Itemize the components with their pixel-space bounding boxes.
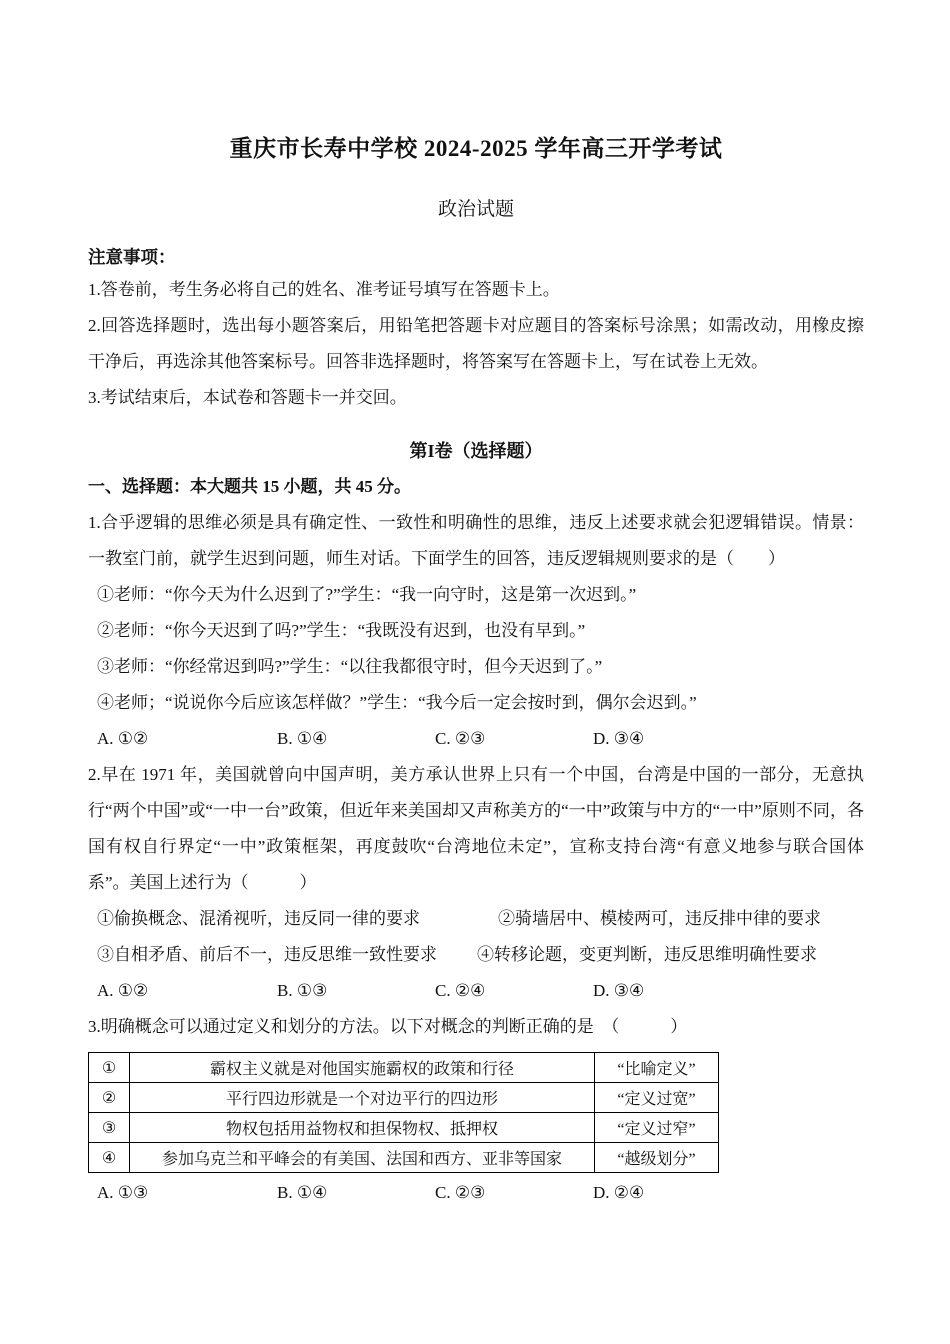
paper-subtitle: 政治试题 — [437, 199, 514, 220]
question-2-option-a: A. ①② — [97, 981, 149, 1000]
question-1-item-3: ③老师：“你经常迟到吗?”学生：“以往我都很守时，但今天迟到了。” — [97, 657, 603, 676]
question-2-items-row-1 — [88, 901, 864, 937]
notice-item-3: 3.考试结束后，本试卷和答题卡一并交回。 — [88, 388, 407, 407]
table-cell-number: ③ — [89, 1113, 130, 1143]
question-1-item-4: ④老师；“说说你今后应该怎样做？”学生：“我今后一定会按时到，偶尔会迟到。” — [97, 693, 697, 712]
question-2-option-d: D. ③④ — [593, 981, 645, 1000]
table-row — [89, 1113, 719, 1143]
table-cell-statement: 霸权主义就是对他国实施霸权的政策和行径 — [130, 1053, 595, 1083]
table-cell-number: ④ — [89, 1143, 130, 1173]
question-1-stem: 1.合乎逻辑的思维必须是具有确定性、一致性和明确性的思维，违反上述要求就会犯逻辑错误。情景：一教室门前，就学生迟到问题，师生对话。下面学生的回答，违反逻辑规则要求的是（ ） — [88, 513, 864, 568]
notice-item-2: 2.回答选择题时，选出每小题答案后，用铅笔把答题卡对应题目的答案标号涂黑；如需改动，用橡皮擦干净后，再选涂其他答案标号。回答非选择题时，将答案写在答题卡上，写在试卷上无效。 — [88, 316, 864, 371]
question-1-options — [88, 721, 864, 757]
question-2-stem: 2.早在 1971 年，美国就曾向中国声明，美方承认世界上只有一个中国，台湾是中国的一部分，无意执行“两个中国”或“一中一台”政策，但近年来美国却又声称美方的“一中”政策与中方的“一中”原则不同，各国有权自行界定“一中”政策框架，再度鼓吹“台湾地位未定”，宣称支持台湾“有意义地参与联合国体系”。美国上述行为（ ） — [88, 765, 864, 892]
question-2-option-c: C. ②④ — [435, 981, 486, 1000]
question-2-item-3: ③自相矛盾、前后不一，违反思维一致性要求 — [97, 945, 437, 964]
question-3-option-d: D. ②④ — [593, 1183, 645, 1202]
question-1-option-b: B. ①④ — [277, 729, 328, 748]
table-row — [89, 1143, 719, 1173]
question-3-options — [88, 1175, 864, 1211]
question-3-option-c: C. ②③ — [435, 1183, 486, 1202]
question-1-item-2: ②老师：“你今天迟到了吗?”学生：“我既没有迟到，也没有早到。” — [97, 621, 586, 640]
notice-heading: 注意事项： — [88, 247, 176, 267]
question-2-item-2: ②骑墙居中、模棱两可，违反排中律的要求 — [498, 909, 821, 928]
page-title: 重庆市长寿中学校 2024-2025 学年高三开学考试 — [229, 136, 723, 161]
table-cell-statement: 参加乌克兰和平峰会的有美国、法国和西方、亚非等国家 — [130, 1143, 595, 1173]
table-row — [89, 1053, 719, 1083]
table-cell-judgment: “定义过宽” — [595, 1083, 719, 1113]
question-2-items-row-2 — [88, 937, 864, 973]
table-row — [89, 1083, 719, 1113]
table-cell-judgment: “比喻定义” — [595, 1053, 719, 1083]
table-cell-number: ① — [89, 1053, 130, 1083]
question-1-option-c: C. ②③ — [435, 729, 486, 748]
question-2-option-b: B. ①③ — [277, 981, 328, 1000]
question-2-item-1: ①偷换概念、混淆视听，违反同一律的要求 — [97, 909, 420, 928]
question-1-option-d: D. ③④ — [593, 729, 645, 748]
table-cell-number: ② — [89, 1083, 130, 1113]
question-3-option-b: B. ①④ — [277, 1183, 328, 1202]
question-3-option-a: A. ①③ — [97, 1183, 149, 1202]
table-cell-judgment: “越级划分” — [595, 1143, 719, 1173]
question-1-option-a: A. ①② — [97, 729, 149, 748]
table-cell-statement: 物权包括用益物权和担保物权、抵押权 — [130, 1113, 595, 1143]
table-cell-statement: 平行四边形就是一个对边平行的四边形 — [130, 1083, 595, 1113]
question-1-item-1: ①老师：“你今天为什么迟到了?”学生：“我一向守时，这是第一次迟到。” — [97, 585, 637, 604]
question-3-table — [88, 1052, 719, 1173]
notice-item-1: 1.答卷前，考生务必将自己的姓名、准考证号填写在答题卡上。 — [88, 280, 560, 299]
table-cell-judgment: “定义过窄” — [595, 1113, 719, 1143]
section-1-subheading: 一、选择题：本大题共 15 小题，共 45 分。 — [88, 477, 411, 496]
question-2-item-4: ④转移论题，变更判断，违反思维明确性要求 — [477, 945, 817, 964]
question-2-options — [88, 973, 864, 1009]
section-1-heading: 第I卷（选择题） — [409, 441, 543, 461]
question-3-stem: 3.明确概念可以通过定义和划分的方法。以下对概念的判断正确的是 （ ） — [88, 1017, 688, 1036]
